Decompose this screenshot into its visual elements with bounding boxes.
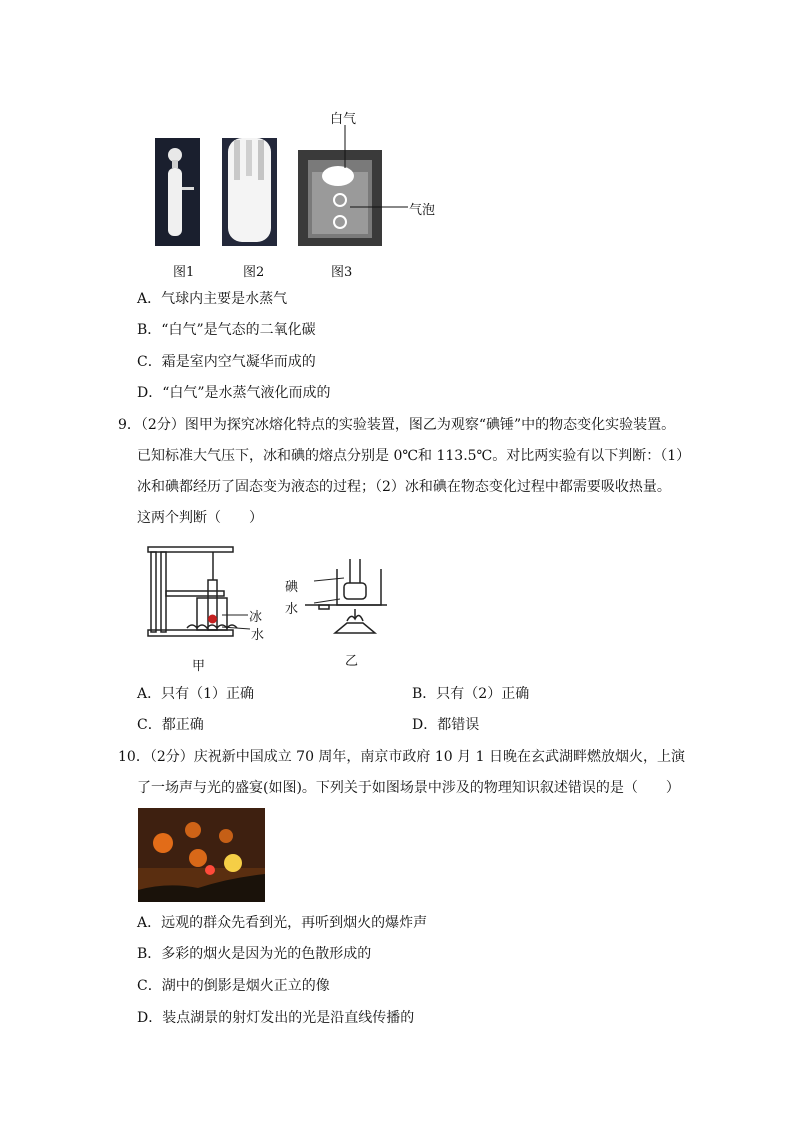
q9-stem-line-2: 已知标准大气压下，冰和碘的熔点分别是 0℃和 113.5℃。对比两实验有以下判断：（1） [137, 448, 691, 464]
figure-1-caption: 图1 [173, 265, 195, 280]
figure-2-caption: 图2 [243, 265, 265, 280]
q9-stem-line-4: 这两个判断（ ） [137, 510, 263, 526]
q8-option-b: B．“白气”是气态的二氧化碳 [137, 322, 316, 338]
label-bing: 冰 [249, 610, 263, 625]
label-jia: 甲 [192, 659, 206, 674]
q10-option-d: D．装点湖景的射灯发出的光是沿直线传播的 [137, 1010, 415, 1026]
q9-option-a: A．只有（1）正确 [137, 686, 255, 702]
q9-option-b: B．只有（2）正确 [412, 686, 530, 702]
q10-option-a: A．远观的群众先看到光，再听到烟火的爆炸声 [137, 915, 428, 931]
q8-option-c: C．霜是室内空气凝华而成的 [137, 354, 316, 370]
label-shui-yi: 水 [285, 602, 299, 617]
q10-stem-line-1: 10．（2分）庆祝新中国成立 70 周年，南京市政府 10 月 1 日晚在玄武湖畔燃放烟火，上演 [118, 749, 685, 765]
q8-option-a: A．气球内主要是水蒸气 [137, 291, 288, 307]
apparatus-yi-callouts [300, 575, 350, 615]
q9-option-c: C．都正确 [137, 717, 204, 733]
label-qi-pao: 气泡 [409, 203, 436, 218]
q10-option-b: B．多彩的烟火是因为光的色散形成的 [137, 946, 372, 962]
label-shui-jia: 水 [251, 628, 265, 643]
label-dian: 碘 [285, 580, 299, 595]
q10-option-c: C．湖中的倒影是烟火正立的像 [137, 978, 330, 994]
q9-stem-line-1: 9．（2分）图甲为探究冰熔化特点的实验装置，图乙为观察“碘锤”中的物态变化实验装置。 [118, 417, 676, 433]
q9-option-d: D．都错误 [412, 717, 480, 733]
figure-3-caption: 图3 [331, 265, 353, 280]
label-yi: 乙 [345, 654, 359, 669]
figure-2-photo [222, 138, 277, 246]
q10-stem-line-2: 了一场声与光的盛宴(如图)。下列关于如图场景中涉及的物理知识叙述错误的是（ ） [137, 780, 680, 796]
label-bai-qi: 白气 [330, 112, 357, 127]
q9-stem-line-3: 冰和碘都经历了固态变为液态的过程；（2）冰和碘在物态变化过程中都需要吸收热量。 [137, 479, 671, 495]
figure-1-photo [155, 138, 200, 246]
fireworks-photo [138, 808, 265, 902]
q8-option-d: D．“白气”是水蒸气液化而成的 [137, 385, 331, 401]
